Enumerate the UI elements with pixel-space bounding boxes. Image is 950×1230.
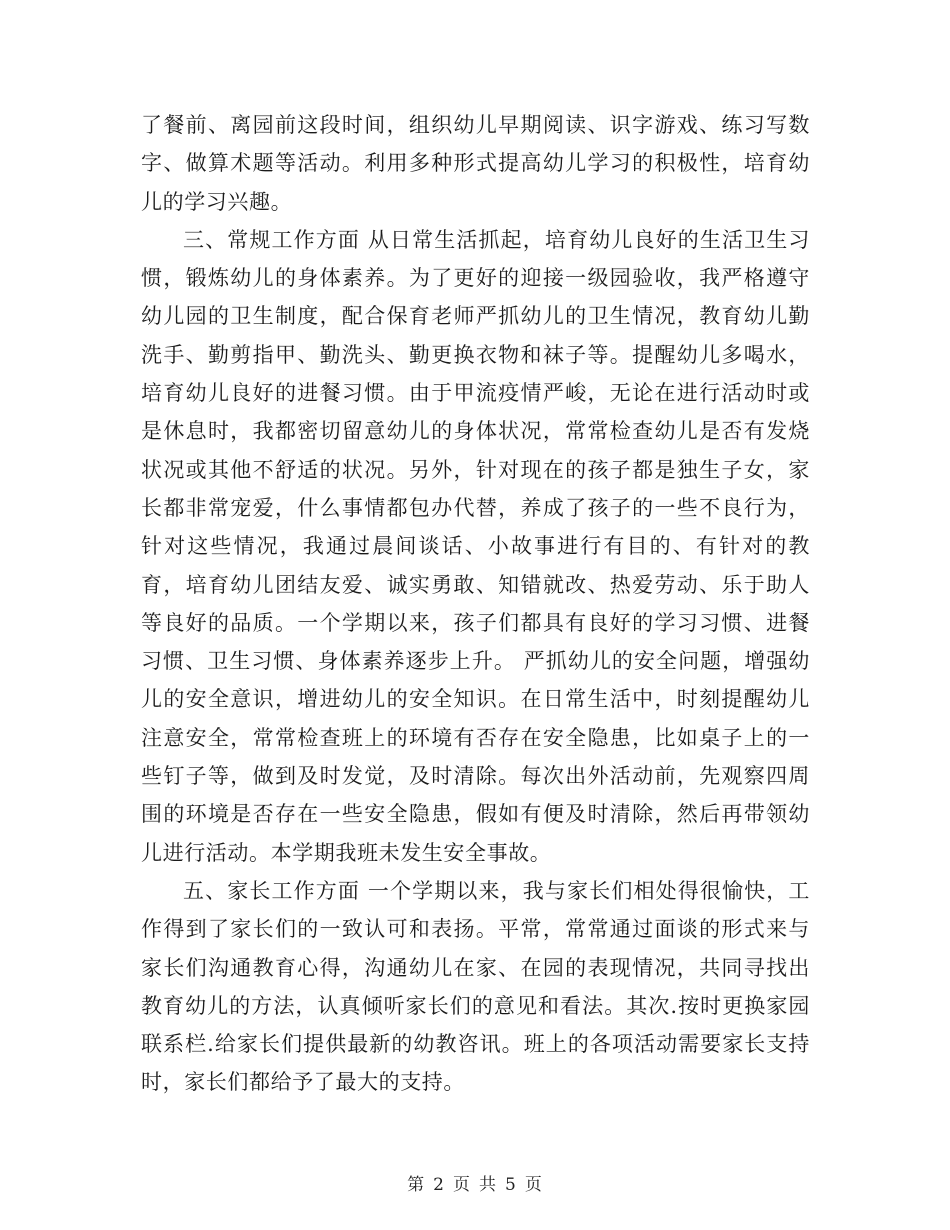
paragraph-routine-work: 三、常规工作方面 从日常生活抓起，培育幼儿良好的生活卫生习惯，锻炼幼儿的身体素养。为了更好的迎接一级园验收，我严格遵守幼儿园的卫生制度，配合保育老师严抓幼儿的卫生情况，教育幼儿勤洗手、勤剪指甲、勤洗头、勤更换衣物和袜子等。提醒幼儿多喝水，培育幼儿良好的进餐习惯。由于甲流疫情严峻，无论在进行活动时或是休息时，我都密切留意幼儿的身体状况，常常检查幼儿是否有发烧状况或其他不舒适的状况。另外，针对现在的孩子都是独生子女，家长都非常宠爱，什么事情都包办代替，养成了孩子的一些不良行为，针对这些情况，我通过晨间谈话、小故事进行有目的、有针对的教育，培育幼儿团结友爱、诚实勇敢、知错就改、热爱劳动、乐于助人等良好的品质。一个学期以来，孩子们都具有良好的学习习惯、进餐习惯、卫生习惯、身体素养逐步上升。 严抓幼儿的安全问题，增强幼儿的安全意识，增进幼儿的安全知识。在日常生活中，时刻提醒幼儿注意安全，常常检查班上的环境有否存在安全隐患，比如桌子上的一些钉子等，做到及时发觉，及时清除。每次出外活动前，先观察四周围的环境是否存在一些安全隐患，假如有便及时清除，然后再带领幼儿进行活动。本学期我班未发生安全事故。: [141, 227, 810, 865]
paragraph-continuation: 了餐前、离园前这段时间，组织幼儿早期阅读、识字游戏、练习写数字、做算术题等活动。利用多种形式提高幼儿学习的积极性，培育幼儿的学习兴趣。: [141, 113, 810, 214]
footer-total-label: 页: [524, 1175, 543, 1195]
footer-total-prefix: 共: [479, 1175, 497, 1195]
paragraph-parent-work: 五、家长工作方面 一个学期以来，我与家长们相处得很愉快，工作得到了家长们的一致认可和表扬。平常，常常通过面谈的形式来与家长们沟通教育心得，沟通幼儿在家、在园的表现情况，共同寻找出教育幼儿的方法，认真倾听家长们的意见和看法。其次.按时更换家园联系栏.给家长们提供最新的幼教咨讯。班上的各项活动需要家长支持时，家长们都给予了最大的支持。: [141, 878, 810, 1095]
page-footer: [0, 1170, 950, 1195]
footer-page-label: 页: [453, 1175, 471, 1195]
footer-prefix: 第: [407, 1175, 426, 1195]
footer-page-number: 2: [433, 1175, 445, 1195]
document-body: [141, 106, 810, 1102]
footer-total-pages: 5: [505, 1175, 517, 1195]
